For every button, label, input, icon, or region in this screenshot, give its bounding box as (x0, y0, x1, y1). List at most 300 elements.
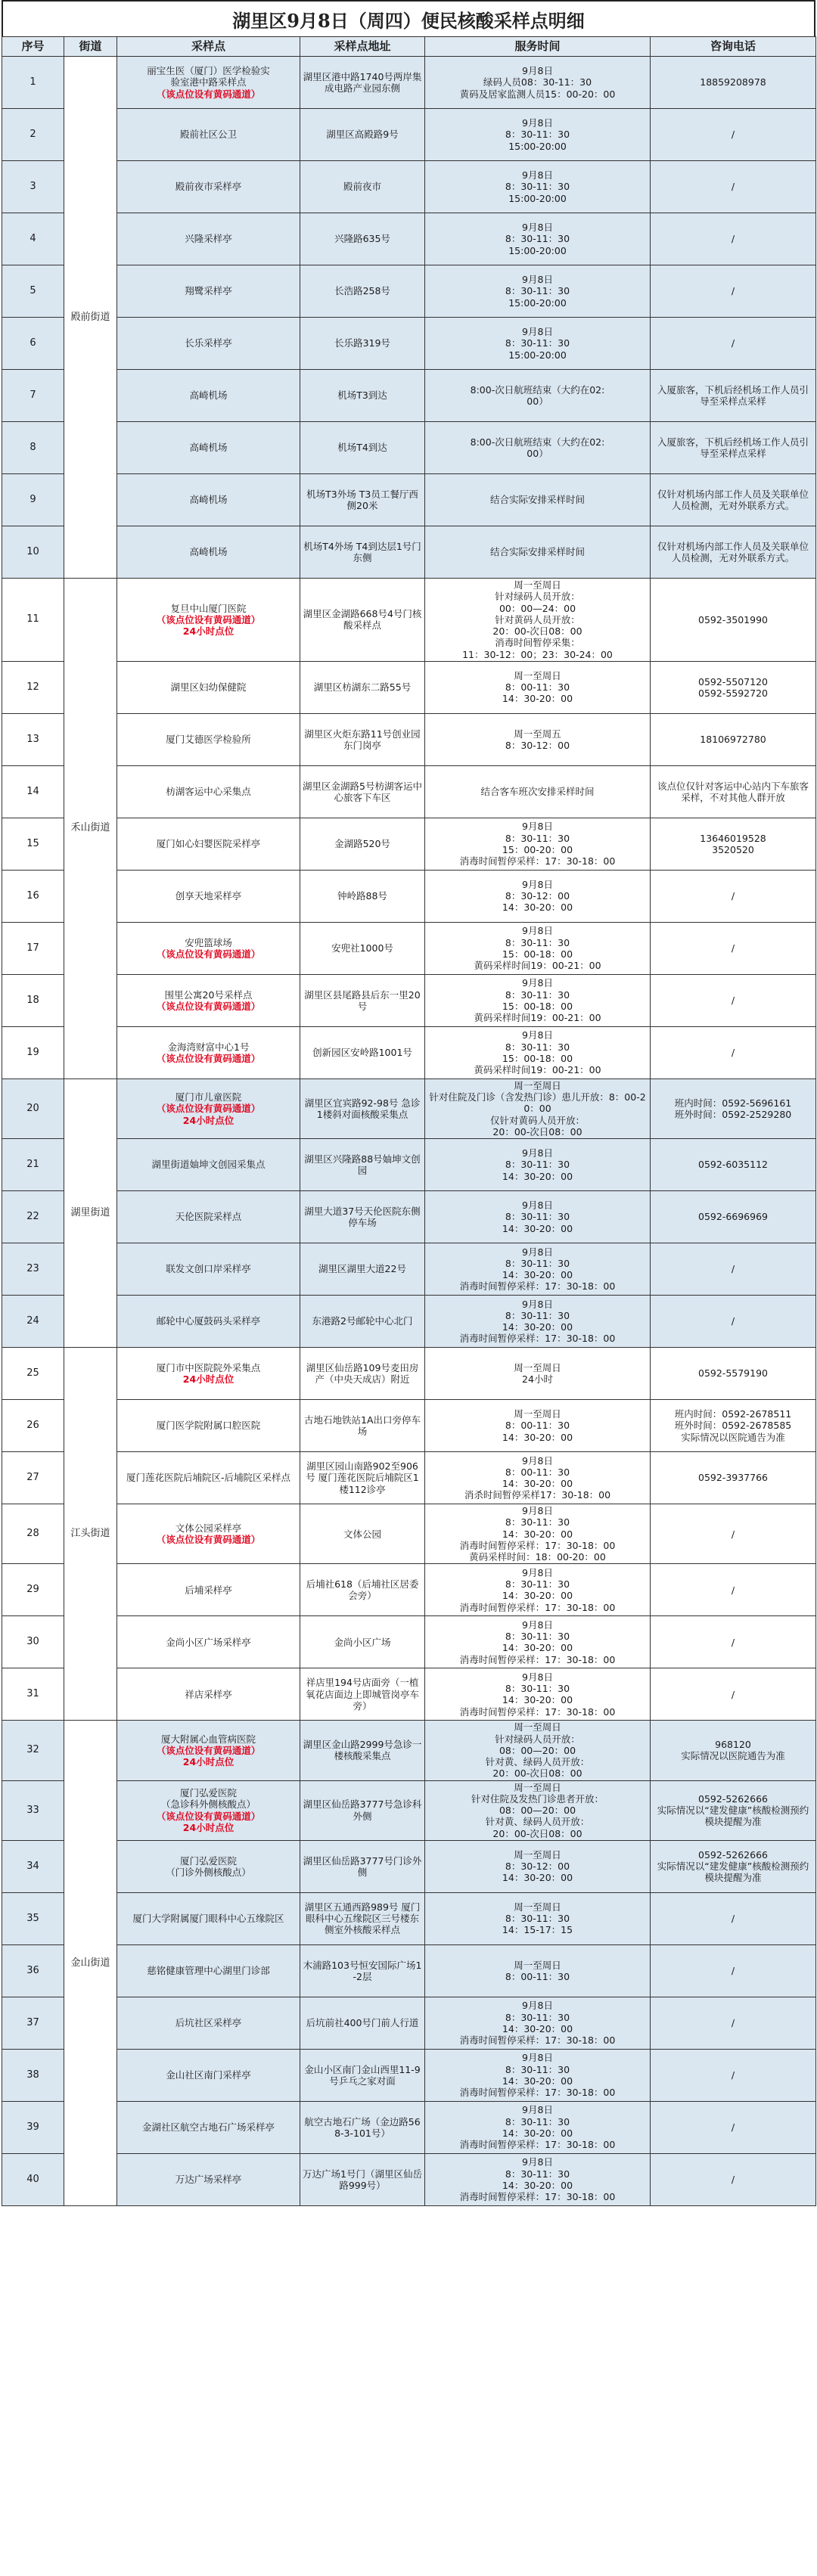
consult-phone: 该点位仅针对客运中心站内下车旅客采样，不对其他人群开放 (651, 765, 816, 818)
consult-phone: / (651, 161, 816, 213)
consult-phone: / (651, 1296, 816, 1348)
row-number: 7 (2, 370, 64, 422)
site-address: 金山小区南门金山西里11-9号乒乓之家对面 (300, 2049, 425, 2101)
service-time (425, 1668, 651, 1721)
row-number: 25 (2, 1348, 64, 1400)
service-time (425, 1504, 651, 1564)
service-time-line: 消毒时间暂停采集： (495, 637, 580, 649)
site-address: 古地石地铁站1A出口旁停车场 (300, 1400, 425, 1452)
yellow-code-channel-note: 24小时点位 (182, 1114, 235, 1126)
service-time-line: 9月8日 (522, 2000, 553, 2012)
site-name (117, 1191, 300, 1243)
service-time-line: 8：30-11：30 (505, 1578, 570, 1590)
site-address: 后坑前社400号门前人行道 (300, 1997, 425, 2049)
row-number: 4 (2, 213, 64, 265)
service-time-line: 9月8日 (522, 1566, 553, 1578)
site-address: 湖里区县尾路县后东一里20号 (300, 974, 425, 1026)
table-row (2, 213, 816, 265)
yellow-code-channel-note: 24小时点位 (182, 1821, 235, 1833)
site-address: 创新园区安岭路1001号 (300, 1026, 425, 1079)
site-name (117, 713, 300, 765)
site-address: 机场T3外场 T3员工餐厅西侧20米 (300, 474, 425, 526)
consult-phone: 0592-3937766 (651, 1452, 816, 1504)
table-row (2, 1243, 816, 1296)
service-time-line: 14：30-20：00 (502, 1528, 573, 1540)
service-time-line: 周一至周日 (514, 1781, 561, 1793)
service-time (425, 2153, 651, 2205)
row-number: 29 (2, 1564, 64, 1616)
consult-phone: / (651, 265, 816, 318)
site-name-line: 厦门大学附属厦门眼科中心五缘院区 (132, 1913, 284, 1925)
site-address: 湖里区枋湖东二路55号 (300, 661, 425, 713)
consult-phone: 入厦旅客，下机后经机场工作人员引导至采样点采样 (651, 370, 816, 422)
site-address: 机场T3到达 (300, 370, 425, 422)
service-time-line: 周一至周日 (514, 1848, 561, 1861)
service-time-line: 周一至周日 (514, 1721, 561, 1733)
service-time-line: 9月8日 (522, 222, 553, 234)
site-address: 湖里区湖里大道22号 (300, 1243, 425, 1296)
site-name (117, 1892, 300, 1944)
service-time-line: 8：30-11：30 (505, 2063, 570, 2075)
row-number: 1 (2, 57, 64, 109)
table-row (2, 1721, 816, 1780)
service-time (425, 1400, 651, 1452)
site-address: 长浩路258号 (300, 265, 425, 318)
site-address: 湖里区金湖路5号枋湖客运中心旅客下车区 (300, 765, 425, 818)
service-time-line: 20：00-次日08：00 (492, 1768, 582, 1780)
yellow-code-channel-note: （该点位设有黄码通道） (156, 948, 261, 960)
consult-phone: / (651, 2049, 816, 2101)
yellow-code-channel-note: （该点位设有黄码通道） (156, 1052, 261, 1064)
site-name-line: 厦门弘爱医院 (179, 1787, 237, 1799)
service-time-line: 15:00-20:00 (508, 192, 567, 204)
service-time-line: 8：30-11：30 (505, 285, 570, 297)
service-time-line: 8：30-11：30 (505, 1913, 570, 1925)
site-name-line: 厦门莲花医院后埔院区-后埔院区采样点 (126, 1472, 290, 1484)
site-name-line: 文体公园采样亭 (175, 1522, 242, 1534)
consult-phone: 仅针对机场内部工作人员及关联单位人员检测，无对外联系方式。 (651, 474, 816, 526)
site-name (117, 1840, 300, 1892)
site-name (117, 2049, 300, 2101)
site-name-line: 天伦医院采样点 (175, 1211, 242, 1223)
site-name-line: 兴隆采样亭 (185, 233, 232, 245)
service-time-line: 15：00-20：00 (502, 843, 573, 855)
service-time-line: 针对住院及发热门诊患者开放： (471, 1792, 604, 1805)
table-row (2, 765, 816, 818)
site-name-line: 金尚小区广场采样亭 (166, 1636, 251, 1648)
row-number: 17 (2, 922, 64, 974)
site-name-line: 金山社区南门采样亭 (166, 2069, 251, 2081)
service-time-line: 8：00-11：30 (505, 681, 570, 694)
row-number: 9 (2, 474, 64, 526)
row-number: 15 (2, 818, 64, 870)
site-address: 湖里区高殿路9号 (300, 109, 425, 161)
site-name (117, 526, 300, 579)
site-name-line: 厦门市儿童医院 (175, 1091, 242, 1103)
yellow-code-channel-note: （该点位设有黄码通道） (156, 1810, 261, 1822)
service-time-line: 9月8日 (522, 821, 553, 833)
col-header-no: 序号 (2, 37, 64, 57)
site-address: 长乐路319号 (300, 318, 425, 370)
yellow-code-channel-note: 24小时点位 (182, 625, 235, 637)
site-address: 湖里区金湖路668号4号门核酸采样点 (300, 579, 425, 662)
service-time-line: 针对绿码人员开放： (495, 1733, 580, 1745)
consult-phone: 18106972780 (651, 713, 816, 765)
table-row (2, 1400, 816, 1452)
service-time (425, 57, 651, 109)
street-name: 禾山街道 (64, 579, 117, 1079)
site-address: 后埔社618（后埔社区居委会旁） (300, 1564, 425, 1616)
service-time-line: 20：00-次日08：00 (492, 625, 582, 637)
yellow-code-channel-note: （该点位设有黄码通道） (156, 1534, 261, 1546)
service-time-line: 8：30-11：30 (505, 181, 570, 193)
site-address: 金尚小区广场 (300, 1616, 425, 1668)
service-time-line: 9月8日 (522, 326, 553, 338)
yellow-code-channel-note: （该点位设有黄码通道） (156, 1000, 261, 1012)
consult-phone: / (651, 318, 816, 370)
row-number: 16 (2, 870, 64, 922)
row-number: 14 (2, 765, 64, 818)
consult-phone: 0592-6035112 (651, 1139, 816, 1191)
service-time-line: 14：30-20：00 (502, 2127, 573, 2139)
table-row (2, 161, 816, 213)
service-time-line: 14：30-20：00 (502, 1590, 573, 1602)
service-time-line: 消毒时间暂停采样：17：30-18：00 (459, 1705, 616, 1718)
site-name (117, 1944, 300, 1997)
row-number: 19 (2, 1026, 64, 1079)
service-time-line: 9月8日 (522, 274, 553, 286)
site-address: 湖里区仙岳路3777号急诊科外侧 (300, 1780, 425, 1840)
table-row (2, 1079, 816, 1138)
yellow-code-channel-note: 24小时点位 (182, 1373, 235, 1385)
site-name (117, 2101, 300, 2153)
site-name (117, 870, 300, 922)
yellow-code-channel-note: （该点位设有黄码通道） (156, 1744, 261, 1756)
site-name-line: 厦门市中医院院外采集点 (156, 1361, 261, 1373)
table-row (2, 974, 816, 1026)
service-time-line: 00） (527, 396, 548, 407)
site-name-line: 金海湾财富中心1号 (167, 1041, 250, 1053)
site-name-line: （急诊科外侧核酸点） (160, 1799, 256, 1811)
service-time-line: 针对黄、绿码人员开放： (485, 1816, 590, 1828)
service-time (425, 1780, 651, 1840)
table-header-row (2, 37, 816, 57)
site-address: 殿前夜市 (300, 161, 425, 213)
row-number: 11 (2, 579, 64, 662)
service-time-line: 周一至周日 (514, 1408, 561, 1420)
service-time (425, 1840, 651, 1892)
table-row (2, 579, 816, 662)
row-number: 27 (2, 1452, 64, 1504)
service-time-line: 14：30-20：00 (502, 1170, 573, 1182)
yellow-code-channel-note: （该点位设有黄码通道） (156, 88, 261, 100)
service-time-line: 8：00-11：30 (505, 1466, 570, 1478)
consult-phone: / (651, 1564, 816, 1616)
table-row (2, 922, 816, 974)
site-name-line: 联发文创口岸采样亭 (166, 1263, 251, 1275)
table-row (2, 526, 816, 579)
row-number: 6 (2, 318, 64, 370)
service-time-line: 14：30-20：00 (502, 1872, 573, 1884)
service-time-line: 8:00-次日航班结束（大约在02: (470, 383, 605, 396)
consult-phone: 0592-3501990 (651, 579, 816, 662)
service-time-line: 9月8日 (522, 2156, 553, 2168)
table-row (2, 1840, 816, 1892)
table-row (2, 474, 816, 526)
site-name (117, 370, 300, 422)
service-time (425, 1564, 651, 1616)
site-name (117, 1997, 300, 2049)
yellow-code-channel-note: （该点位设有黄码通道） (156, 613, 261, 625)
service-time-line: 黄码及居家监测人员15：00-20：00 (459, 88, 616, 100)
row-number: 13 (2, 713, 64, 765)
table-row (2, 661, 816, 713)
service-time-line: 14：30-20：00 (502, 1222, 573, 1234)
service-time-line: 针对黄码人员开放： (495, 613, 580, 625)
service-time-line: 15:00-20:00 (508, 140, 567, 152)
site-address: 湖里区火炬东路11号创业园东门岗亭 (300, 713, 425, 765)
service-time-line: 9月8日 (522, 878, 553, 890)
site-name-line: 万达广场采样亭 (175, 2174, 242, 2186)
service-time (425, 1191, 651, 1243)
consult-phone: 13646019528 3520520 (651, 818, 816, 870)
service-time (425, 318, 651, 370)
site-name (117, 661, 300, 713)
site-name (117, 318, 300, 370)
consult-phone: 0592-5262666 实际情况以“建发健康”核酸检测预约模块提醒为准 (651, 1840, 816, 1892)
service-time-line: 8：30-11：30 (505, 832, 570, 844)
service-time-line: 针对黄、绿码人员开放： (485, 1756, 590, 1768)
site-address: 航空古地石广场（金边路568-3-101号） (300, 2101, 425, 2153)
row-number: 35 (2, 1892, 64, 1944)
row-number: 32 (2, 1721, 64, 1780)
service-time-line: 08：00—20：00 (499, 1744, 576, 1756)
service-time (425, 579, 651, 662)
table-row (2, 2101, 816, 2153)
row-number: 40 (2, 2153, 64, 2205)
service-time (425, 2101, 651, 2153)
street-name: 殿前街道 (64, 57, 117, 579)
service-time-line: 结合实际安排采样时间 (489, 546, 585, 558)
row-number: 38 (2, 2049, 64, 2101)
table-row (2, 1616, 816, 1668)
service-time-line: 14：30-20：00 (502, 2179, 573, 2191)
table-row (2, 2049, 816, 2101)
site-name (117, 265, 300, 318)
consult-phone: 入厦旅客，下机后经机场工作人员引导至采样点采样 (651, 422, 816, 474)
consult-phone: / (651, 2101, 816, 2153)
street-name: 湖里街道 (64, 1079, 117, 1347)
service-time-line: 8：30-11：30 (505, 233, 570, 245)
site-name-line: 高崎机场 (189, 442, 228, 454)
service-time (425, 1892, 651, 1944)
site-name-line: 枋湖客运中心采集点 (166, 786, 251, 798)
service-time-line: 9月8日 (522, 1671, 553, 1683)
site-name-line: 厦大附属心血管病医院 (160, 1733, 256, 1745)
service-time (425, 1243, 651, 1296)
table-row (2, 1348, 816, 1400)
service-time-line: 14：30-20：00 (502, 2022, 573, 2034)
service-time-line: 8：30-11：30 (505, 129, 570, 141)
service-time-line: 00） (527, 448, 548, 459)
service-time-line: 消毒时间暂停采样：17：30-18：00 (459, 1333, 616, 1345)
site-name (117, 1780, 300, 1840)
service-time-line: 8：30-12：00 (505, 1861, 570, 1873)
site-address: 湖里区园山南路902至906号 厦门莲花医院后埔院区1楼112诊亭 (300, 1452, 425, 1504)
service-time-line: 消毒时间暂停采样：17：30-18：00 (459, 2034, 616, 2046)
service-time-line: 14：30-20：00 (502, 1269, 573, 1280)
site-name (117, 422, 300, 474)
site-name (117, 161, 300, 213)
row-number: 30 (2, 1616, 64, 1668)
site-address: 湖里区仙岳路3777号门诊外侧 (300, 1840, 425, 1892)
service-time (425, 265, 651, 318)
service-time (425, 1997, 651, 2049)
table-row (2, 1780, 816, 1840)
service-time-line: 9月8日 (522, 1200, 553, 1212)
table-row (2, 1296, 816, 1348)
table-row (2, 1564, 816, 1616)
consult-phone: / (651, 1026, 816, 1079)
service-time-line: 8：30-11：30 (505, 936, 570, 948)
col-header-site: 采样点 (117, 37, 300, 57)
site-name (117, 1243, 300, 1296)
service-time-line: 9月8日 (522, 1029, 553, 1041)
service-time-line: 周一至周日 (514, 1079, 561, 1091)
site-name (117, 1668, 300, 1721)
col-header-address: 采样点地址 (300, 37, 425, 57)
table-row (2, 370, 816, 422)
service-time-line: 9月8日 (522, 1619, 553, 1631)
service-time-line: 15:00-20:00 (508, 349, 567, 361)
site-name (117, 1616, 300, 1668)
consult-phone: / (651, 213, 816, 265)
service-time (425, 213, 651, 265)
service-time (425, 1079, 651, 1138)
service-time-line: 8：30-11：30 (505, 1159, 570, 1171)
row-number: 36 (2, 1944, 64, 1997)
service-time-line: 14：30-20：00 (502, 2075, 573, 2087)
service-time (425, 1026, 651, 1079)
table-row (2, 1504, 816, 1564)
service-time-line: 00：00—24：00 (499, 602, 576, 614)
service-time-line: 15：00-18：00 (502, 1052, 573, 1064)
site-name-line: 湖里街道妯坤文创园采集点 (151, 1159, 266, 1171)
row-number: 22 (2, 1191, 64, 1243)
site-address: 文体公园 (300, 1504, 425, 1564)
service-time-line: 黄码采样时间19：00-21：00 (474, 1012, 601, 1023)
site-address: 湖里区金山路2999号急诊一楼核酸采集点 (300, 1721, 425, 1780)
service-time-line: 9月8日 (522, 1505, 553, 1516)
service-time (425, 526, 651, 579)
service-time-line: 9月8日 (522, 2104, 553, 2116)
service-time (425, 1452, 651, 1504)
service-time-line: 14：30-20：00 (502, 1642, 573, 1654)
service-time-line: 8：30-11：30 (505, 1309, 570, 1321)
site-name-line: 复旦中山厦门医院 (170, 602, 247, 614)
yellow-code-channel-note: 24小时点位 (182, 1756, 235, 1768)
service-time-line: 8：30-11：30 (505, 1041, 570, 1053)
service-time-line: 14：30-20：00 (502, 693, 573, 705)
row-number: 3 (2, 161, 64, 213)
table-row (2, 1668, 816, 1721)
consult-phone: / (651, 2153, 816, 2205)
service-time (425, 1296, 651, 1348)
service-time (425, 922, 651, 974)
site-name-line: 围里公寓20号采样点 (164, 989, 253, 1001)
site-name (117, 213, 300, 265)
col-header-street: 街道 (64, 37, 117, 57)
site-name-line: 金湖社区航空古地石广场采样亭 (141, 2121, 275, 2134)
service-time (425, 713, 651, 765)
service-time-line: 9月8日 (522, 925, 553, 937)
service-time-line: 9月8日 (522, 1454, 553, 1466)
site-name-line: 高崎机场 (189, 494, 228, 506)
site-name (117, 1296, 300, 1348)
consult-phone: / (651, 109, 816, 161)
col-header-service-time: 服务时间 (425, 37, 651, 57)
site-address: 金湖路520号 (300, 818, 425, 870)
service-time-line: 8：30-11：30 (505, 989, 570, 1001)
table-row (2, 870, 816, 922)
row-number: 39 (2, 2101, 64, 2153)
site-name (117, 1504, 300, 1564)
consult-phone: 班内时间：0592-2678511 班外时间：0592-2678585 实际情况以医院通告为准 (651, 1400, 816, 1452)
service-time-line: 9月8日 (522, 169, 553, 182)
service-time-line: 消毒时间暂停采样：17：30-18：00 (459, 2191, 616, 2202)
consult-phone: 0592-5507120 0592-5592720 (651, 661, 816, 713)
row-number: 2 (2, 109, 64, 161)
yellow-code-channel-note: （该点位设有黄码通道） (156, 1103, 261, 1115)
service-time-line: 消杀时间暂停采样17：30-18：00 (464, 1489, 611, 1501)
service-time (425, 661, 651, 713)
site-address: 湖里区宜宾路92-98号 急诊1楼斜对面核酸采集点 (300, 1079, 425, 1138)
service-time-line: 15：00-18：00 (502, 1000, 573, 1012)
table-row (2, 265, 816, 318)
site-name-line: 慈铭健康管理中心湖里门诊部 (147, 1965, 270, 1977)
service-time-line: 消毒时间暂停采样：17：30-18：00 (459, 2139, 616, 2150)
site-name (117, 922, 300, 974)
service-time-line: 14：30-20：00 (502, 1694, 573, 1706)
site-name-line: 厦门医学院附属口腔医院 (156, 1420, 261, 1432)
table-row (2, 57, 816, 109)
service-time-line: 周一至周日 (514, 669, 561, 681)
col-header-phone: 咨询电话 (651, 37, 816, 57)
service-time-line: 8：30-11：30 (505, 1683, 570, 1694)
site-name (117, 474, 300, 526)
service-time-line: 周一至周日 (514, 1901, 561, 1913)
service-time-line: 15:00-20:00 (508, 296, 567, 309)
site-name (117, 579, 300, 662)
table-row (2, 422, 816, 474)
site-address: 湖里区港中路1740号两岸集成电路产业园东侧 (300, 57, 425, 109)
consult-phone: 18859208978 (651, 57, 816, 109)
service-time-line: 黄码采样时间19：00-21：00 (474, 960, 601, 971)
site-name-line: 厦门艾德医学检验所 (166, 734, 251, 746)
service-time-line: 8：30-11：30 (505, 1211, 570, 1223)
consult-phone: 0592-5262666 实际情况以“建发健康”核酸检测预约模块提醒为准 (651, 1780, 816, 1840)
service-time-line: 周一至周日 (514, 579, 561, 591)
service-time (425, 765, 651, 818)
service-time-line: 针对住院及门诊（含发热门诊）患儿开放：8：00-20：00 (429, 1091, 646, 1115)
site-name-line: 丽宝生医（厦门）医学检验实 (147, 65, 270, 77)
site-name-line: 殿前夜市采样亭 (175, 181, 242, 193)
consult-phone: 0592-6696969 (651, 1191, 816, 1243)
service-time (425, 474, 651, 526)
site-address: 机场T4到达 (300, 422, 425, 474)
service-time-line: 14：30-20：00 (502, 1478, 573, 1489)
service-time (425, 422, 651, 474)
